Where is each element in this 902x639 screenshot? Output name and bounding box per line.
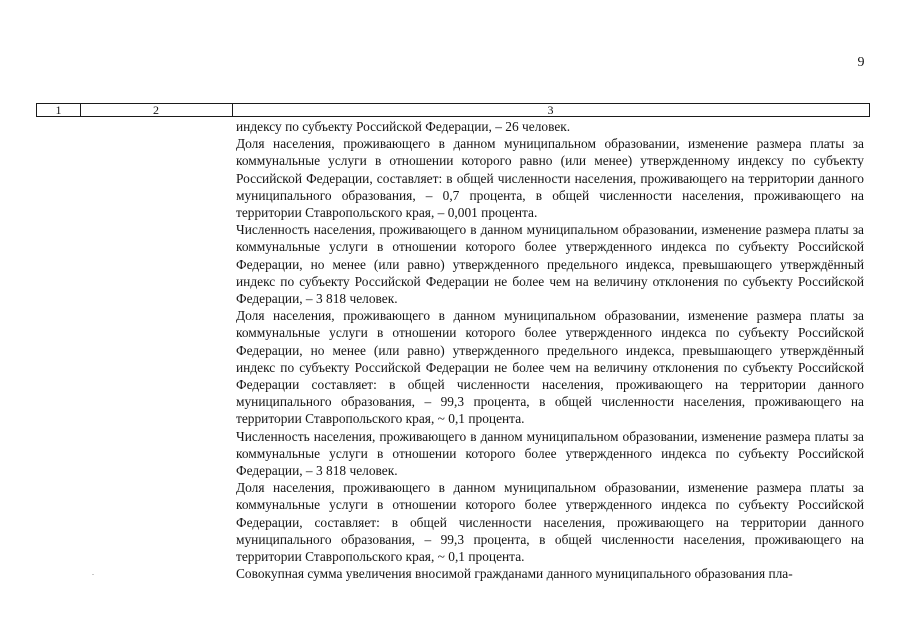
paragraph-share-within-limit: Доля населения, проживающего в данном муниципальном образовании, изменение размера платы за коммунальные услуги в отношении которого более утвержденного индекса по субъекту Российской Федерации, но менее (или равно) утвержденного предельного индекса, превышающего утверждённый индекс по субъекту Российской Федерации не более чем на величину отклонения по субъекту Российской Федерации составляет: в общей численности населения, проживающего на территории данного муниципального образования, – 99,3 процента, в общей численности населения, проживающего на территории Ставропольского края, ~ 0,1 процента. <box>236 308 864 427</box>
paragraph-count-above-index: Численность населения, проживающего в данном муниципальном образовании, изменение размера платы за коммунальные услуги в отношении которого более утвержденного индекса по субъекту Российской Федерации, – 3 818 человек. <box>236 428 864 479</box>
paragraph-total-increase: Совокупная сумма увеличения вносимой гражданами данного муниципального образования пла- <box>236 566 793 582</box>
paragraph-share-equal-index: Доля населения, проживающего в данном муниципальном образовании, изменение размера платы за коммунальные услуги в отношении которого равно (или менее) утвержденному индексу по субъекту Российской Федерации, составляет: в общей численности населения, проживающего на территории данного муниципального образования, – 0,7 процента, в общей численности населения, проживающего на территории Ставропольского края, – 0,001 процента. <box>236 136 864 221</box>
table-header-col-3: 3 <box>547 103 554 117</box>
table-header-col-1: 1 <box>37 104 81 116</box>
paragraph-count-within-limit: Численность населения, проживающего в данном муниципальном образовании, изменение размера платы за коммунальные услуги в отношении которого более утвержденного индекса по субъекту Российской Федерации, но менее (или равно) утвержденного предельного индекса, превышающего утверждённый индекс по субъекту Российской Федерации не более чем на величину отклонения по субъекту Российской Федерации, – 3 818 человек. <box>236 222 864 307</box>
paragraph-continuation: индексу по субъекту Российской Федерации, – 26 человек. <box>236 119 571 134</box>
paragraph-share-above-index: Доля населения, проживающего в данном муниципальном образовании, изменение размера платы за коммунальные услуги в отношении которого более утвержденного индекса по субъекту Российской Федерации, составляет: в общей численности населения, проживающего на территории данного муниципального образования, – 99,3 процента, в общей численности населения, проживающего на территории Ставропольского края, ~ 0,1 процента. <box>236 480 864 565</box>
scan-artifact <box>92 574 94 575</box>
page-number: 9 <box>857 55 865 70</box>
table-header-col-2: 2 <box>80 104 233 116</box>
table-header-row <box>36 103 870 117</box>
document-body-text <box>236 118 864 582</box>
